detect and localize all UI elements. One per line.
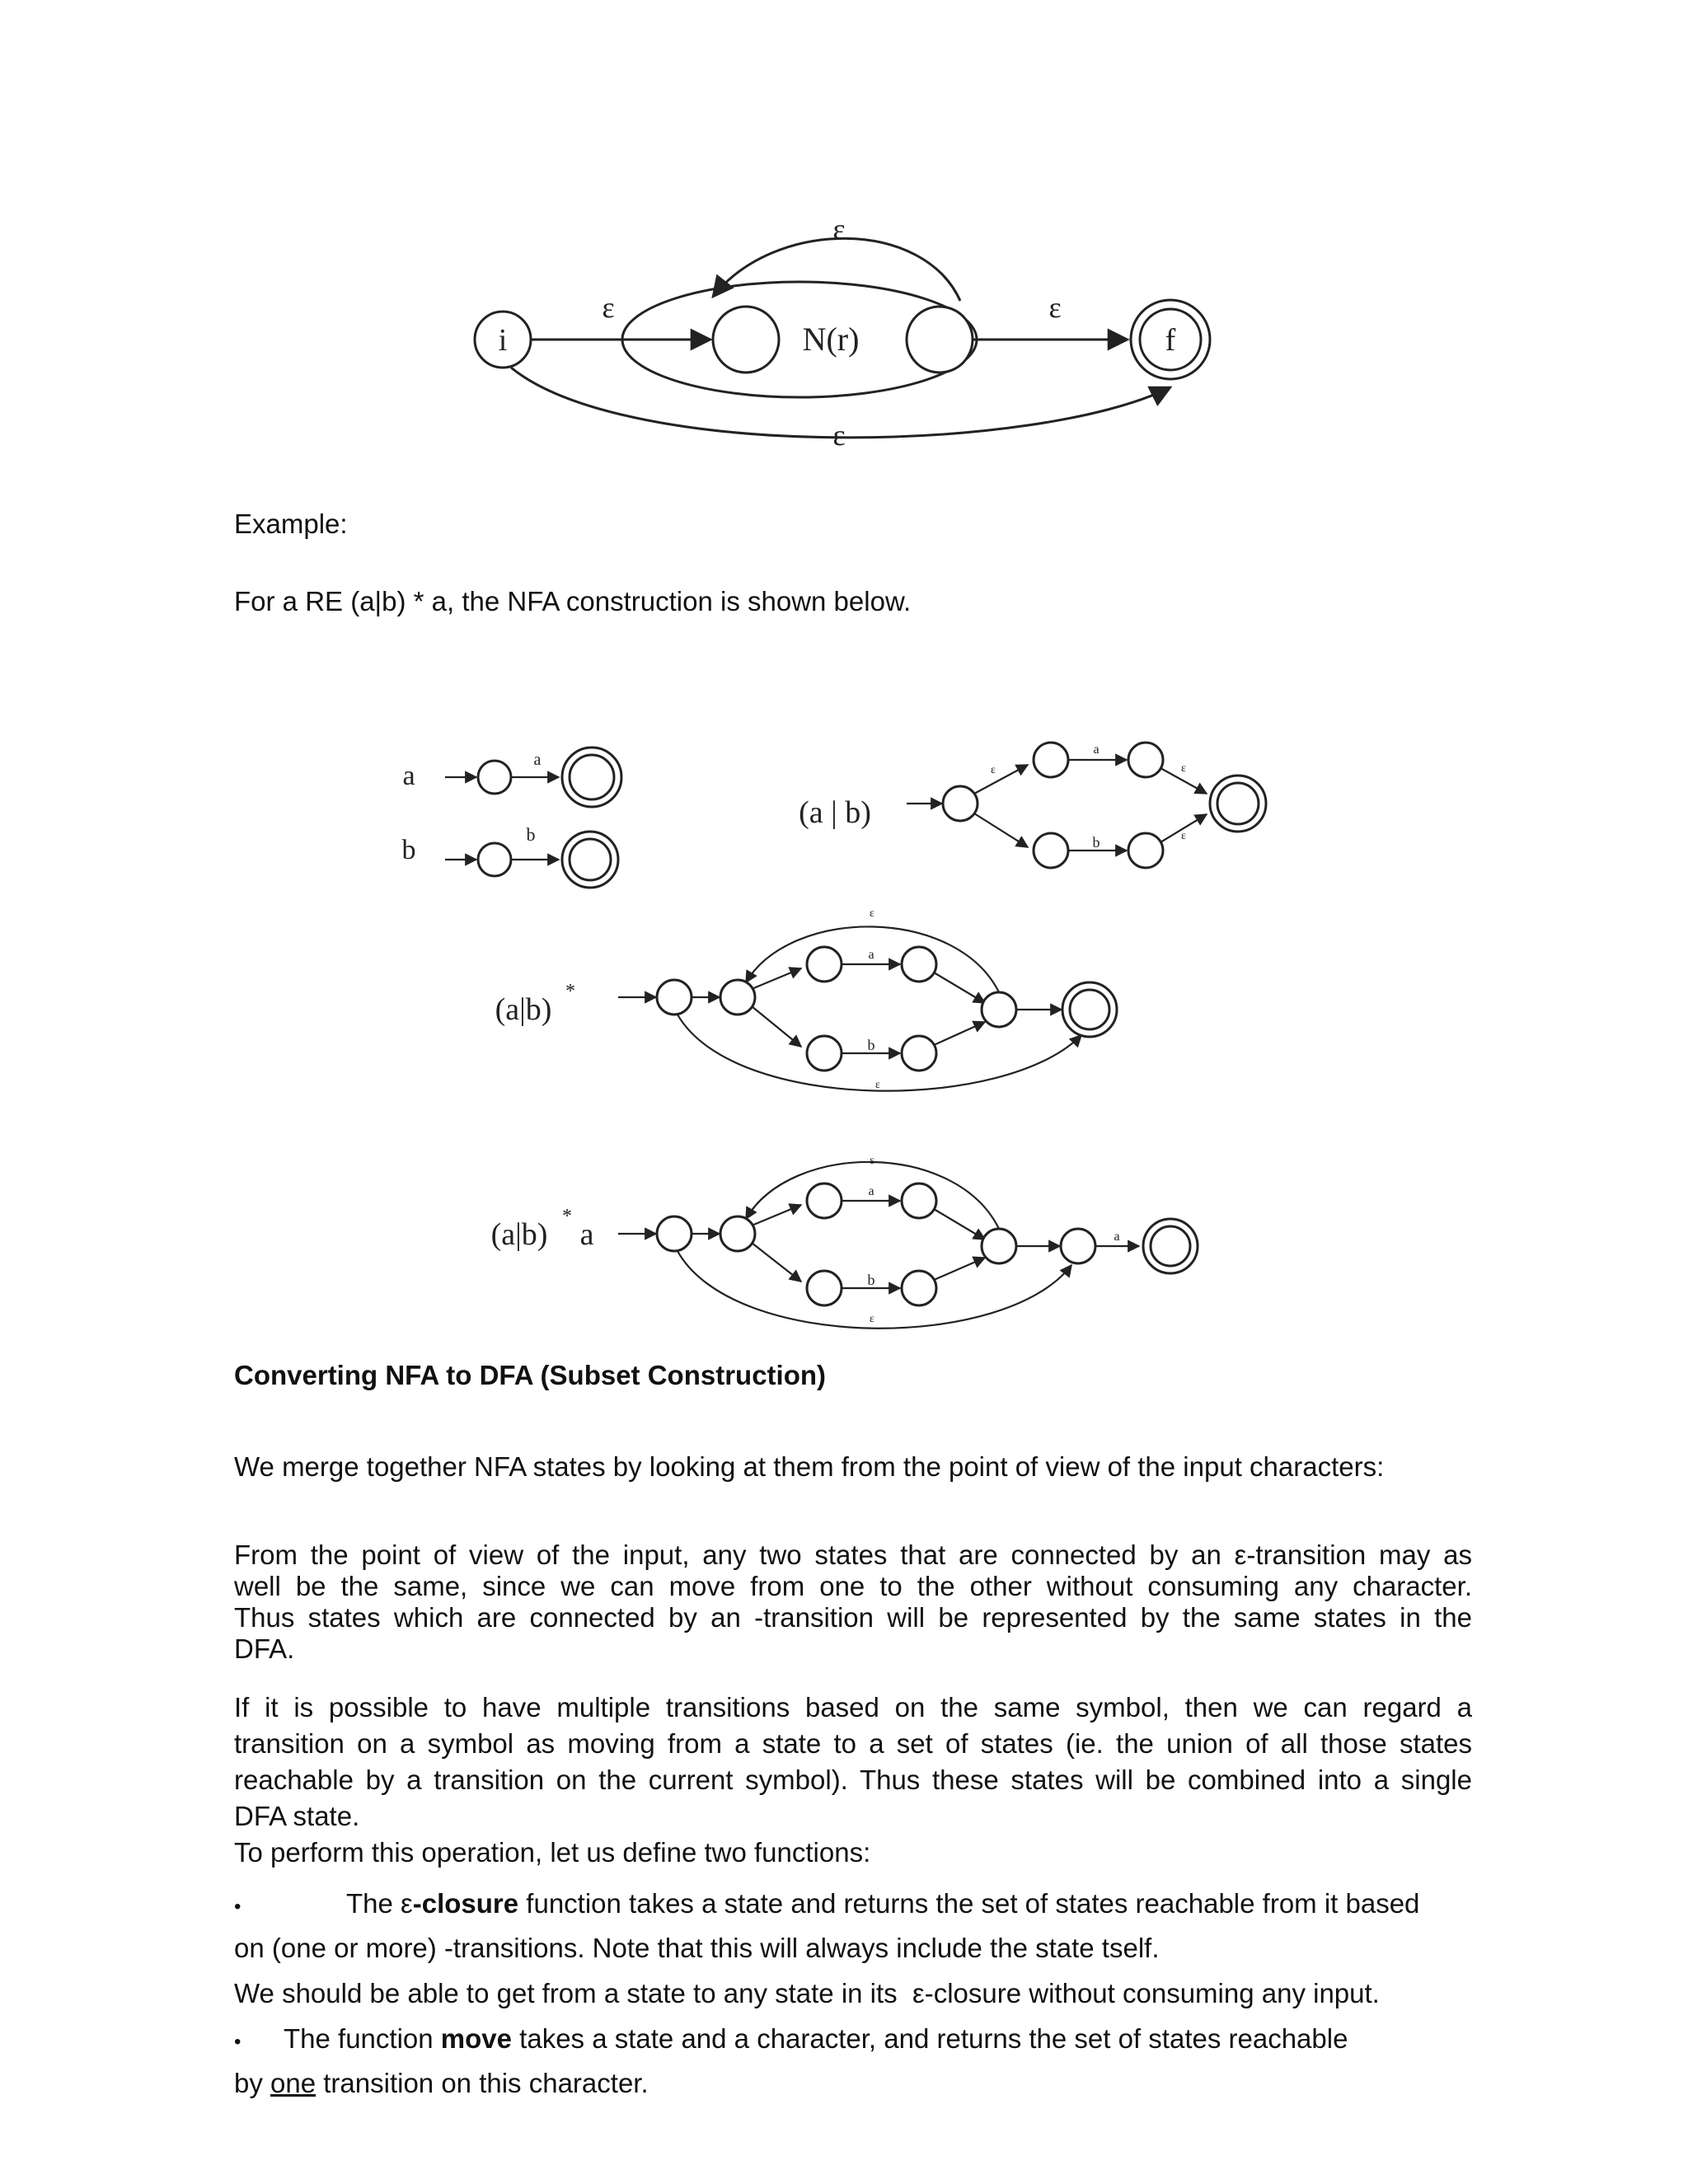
paragraph-epsilon-transition — [234, 1540, 1472, 1665]
eps-label-bottom: ε — [832, 419, 846, 452]
initial-state-label: i — [498, 323, 508, 358]
paragraph-merge-states: We merge together NFA states by looking at them from the point of view of the input characters: — [234, 1451, 1385, 1482]
eps-label-left: ε — [602, 291, 615, 324]
label-a-or-b-star-a: (a|b) — [490, 1217, 548, 1252]
closure-keyword: -closure — [412, 1888, 519, 1919]
svg-text:b: b — [867, 1272, 875, 1288]
example-sentence: For a RE (a|b) * a, the NFA construction is shown below. — [234, 586, 912, 616]
thompson-construction-diagram — [379, 725, 1294, 1335]
label-star: * — [565, 981, 575, 1002]
bullet-marker: • — [234, 1896, 241, 1918]
svg-text:ε: ε — [870, 907, 874, 920]
subautomaton-end-state — [907, 307, 973, 373]
paragraph-multiple-transitions — [234, 1690, 1472, 1835]
svg-text:ε: ε — [1181, 762, 1186, 775]
nfa-a-or-b-star-a — [491, 1155, 1198, 1329]
para3-line3: reachable by a transition on the current symbol). Thus these states will be combined into a single — [234, 1765, 1472, 1795]
svg-text:ε: ε — [875, 1079, 880, 1091]
svg-text:ε: ε — [1181, 830, 1186, 842]
nfa-a-or-b — [799, 743, 1266, 868]
svg-text:ε: ε — [991, 764, 996, 776]
label-a-or-b-star: (a|b) — [495, 992, 552, 1027]
svg-text:*: * — [562, 1206, 572, 1227]
nfa-a — [402, 748, 621, 807]
para2-line4: DFA. — [234, 1633, 295, 1664]
para3-line2: transition on a symbol as moving from a state to a set of states (ie. the union of all those states — [234, 1728, 1472, 1759]
svg-text:b: b — [1092, 834, 1100, 851]
eps-label-right: ε — [1048, 291, 1062, 324]
svg-text:b: b — [867, 1037, 875, 1053]
edge-loop-back — [713, 238, 960, 301]
sym-b: b — [526, 824, 536, 845]
para3-line1: If it is possible to have multiple transitions based on the same symbol, then we can regard a — [234, 1692, 1472, 1722]
svg-text:ε: ε — [870, 1155, 874, 1167]
subautomaton-start-state — [713, 307, 779, 373]
one-underlined: one — [270, 2068, 316, 2098]
para2-line2: well be the same, since we can move from one to the other without consuming any character. — [234, 1571, 1472, 1601]
svg-text:a: a — [868, 948, 874, 962]
example-label: Example: — [234, 509, 348, 539]
nfa-a-or-b-star — [495, 907, 1117, 1091]
bullet-epsilon-closure: • The ε-closure function takes a state and returns the set of states reachable from it based — [234, 1887, 1472, 1924]
eps-label-top: ε — [832, 213, 846, 246]
final-state-label: f — [1165, 323, 1176, 358]
paragraph-define-functions: To perform this operation, let us define two functions: — [234, 1837, 871, 1868]
bullet-move-function: • The function move takes a state and a character, and returns the set of states reachable — [234, 2022, 1472, 2059]
state — [478, 761, 511, 794]
state — [478, 843, 511, 876]
bullet-epsilon-closure-line2: on (one or more) -transitions. Note that this will always include the state tself. — [234, 1933, 1160, 1963]
subautomaton-label: N(r) — [802, 321, 860, 358]
para2-line1: From the point of view of the input, any two states that are connected by an ε-transition may as — [234, 1540, 1472, 1570]
label-b: b — [401, 835, 416, 865]
sym-a: a — [533, 751, 542, 769]
bullet-marker: • — [234, 2031, 241, 2053]
label-a-suffix: a — [579, 1217, 594, 1252]
label-a-or-b: (a | b) — [799, 795, 871, 830]
kleene-star-nfa-diagram — [462, 206, 1253, 453]
svg-text:a: a — [868, 1184, 874, 1198]
bullet-move-function-line2: by one transition on this character. — [234, 2068, 649, 2098]
svg-text:a: a — [1093, 743, 1100, 757]
nfa-b — [402, 824, 619, 888]
svg-text:a: a — [1114, 1230, 1120, 1244]
move-keyword: move — [440, 2023, 512, 2054]
svg-text:ε: ε — [870, 1313, 874, 1325]
label-a: a — [402, 761, 415, 791]
paragraph-reachability: We should be able to get from a state to any state in its ε-closure without consuming any input. — [234, 1978, 1380, 2008]
para2-line3: Thus states which are connected by an -transition will be represented by the same states in the — [234, 1602, 1472, 1633]
para3-line4: DFA state. — [234, 1801, 360, 1831]
section-heading: Converting NFA to DFA (Subset Construction) — [234, 1360, 827, 1390]
